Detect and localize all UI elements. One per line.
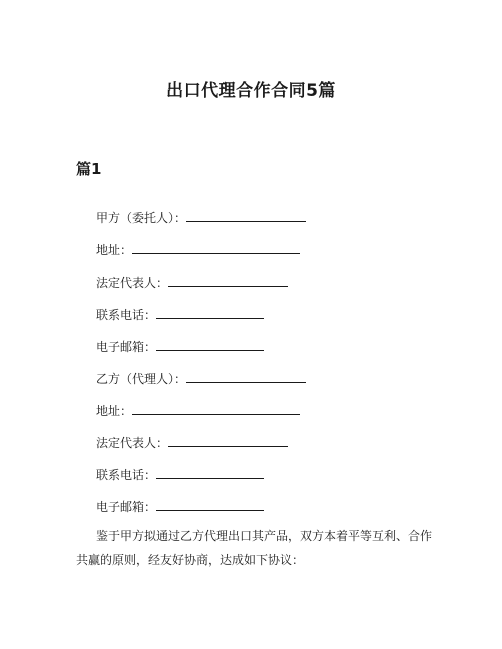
field-party-b-legal-rep [96, 435, 288, 451]
field-blank-line [168, 275, 288, 287]
field-label: 甲方（委托人）： [96, 211, 187, 225]
field-label: 地址： [96, 404, 133, 418]
field-party-a-legal-rep [96, 275, 288, 291]
field-blank-line [132, 242, 300, 254]
field-blank-line [156, 307, 264, 319]
document-title: 出口代理合作合同5篇 [166, 81, 336, 101]
field-label: 乙方（代理人）： [96, 372, 187, 386]
field-party-a-email [96, 339, 264, 355]
field-label: 联系电话： [96, 308, 157, 322]
field-label: 法定代表人： [96, 276, 169, 290]
field-blank-line [132, 403, 300, 415]
field-label: 联系电话： [96, 468, 157, 482]
field-party-a-address [96, 242, 300, 258]
field-label: 地址： [96, 243, 133, 257]
field-party-b-email [96, 499, 264, 515]
field-blank-line [156, 339, 264, 351]
field-blank-line [186, 210, 306, 222]
field-party-b [96, 371, 306, 387]
field-blank-line [156, 499, 264, 511]
field-party-b-address [96, 403, 300, 419]
field-party-a [96, 210, 306, 226]
field-blank-line [168, 435, 288, 447]
field-party-b-phone [96, 467, 264, 483]
field-label: 电子邮箱： [96, 500, 157, 514]
field-party-a-phone [96, 307, 264, 323]
field-blank-line [186, 371, 306, 383]
section-heading: 篇1 [76, 160, 102, 178]
field-label: 法定代表人： [96, 436, 169, 450]
field-blank-line [156, 467, 264, 479]
intro-paragraph: 鉴于甲方拟通过乙方代理出口其产品，双方本着平等互利、合作共赢的原则，经友好协商，达成如下协议： [76, 529, 433, 567]
field-label: 电子邮箱： [96, 340, 157, 354]
